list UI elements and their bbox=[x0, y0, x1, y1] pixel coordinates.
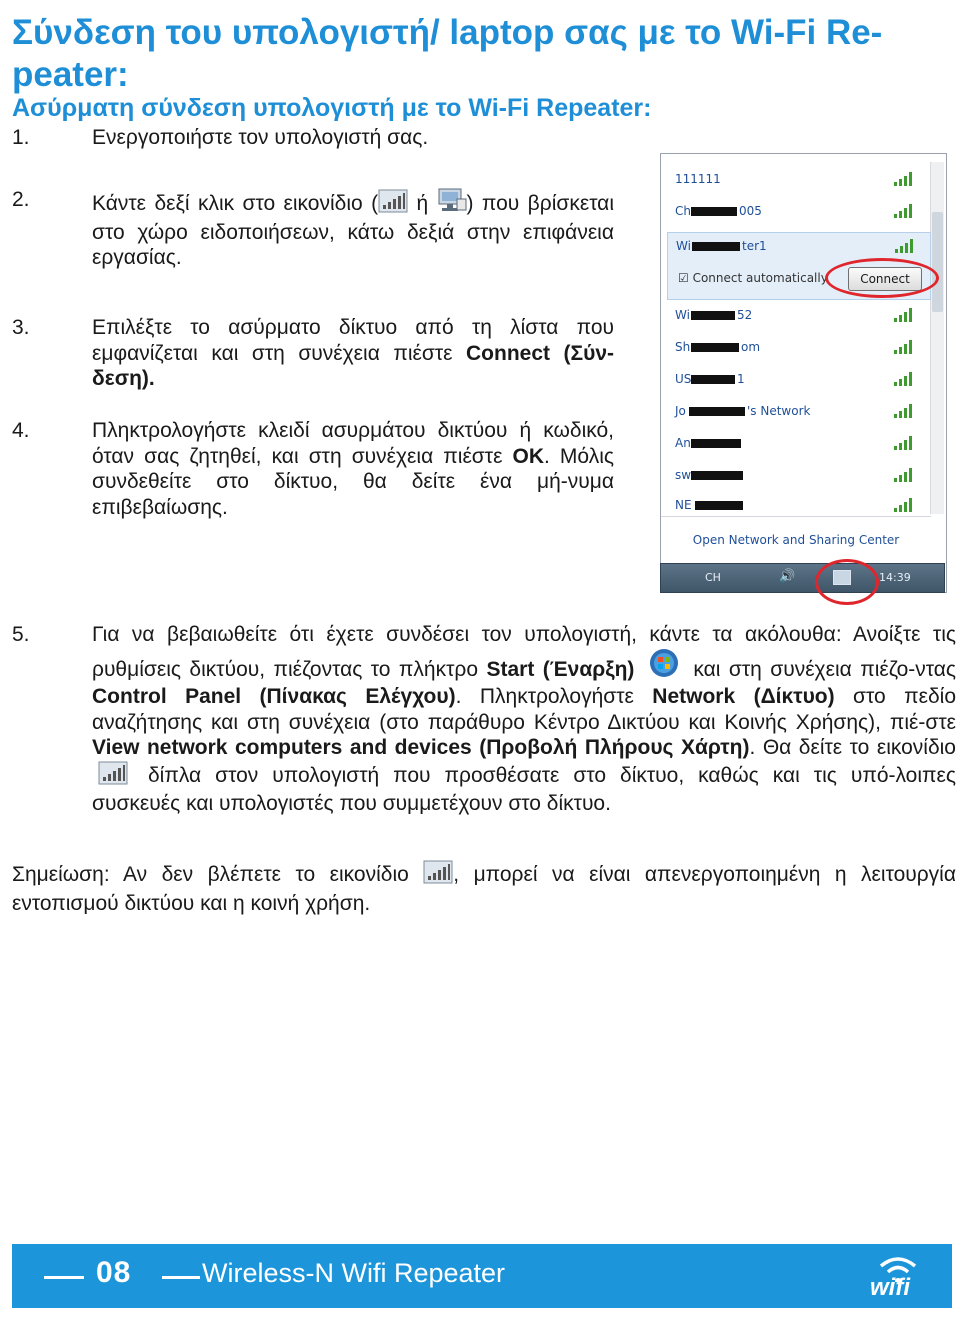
network-name-suffix: 1 bbox=[737, 372, 745, 386]
network-name: Jo bbox=[675, 404, 686, 418]
step-number: 3. bbox=[12, 316, 30, 339]
network-name: NE bbox=[675, 498, 692, 512]
step-text-part: Επιλέξτε το ασύρματο δίκτυο από τη λίστα που εμφανίζεται και στη συνέχεια πιέστε bbox=[92, 316, 614, 365]
connect-automatically-checkbox[interactable]: ☑ Connect automatically bbox=[678, 271, 828, 285]
step-text bbox=[92, 187, 614, 271]
step-text-part: . Πληκτρολογήστε bbox=[455, 685, 653, 708]
step-text-part: και στη συνέχεια πιέζο-ντας bbox=[684, 657, 957, 681]
step-number: 5. bbox=[12, 623, 30, 646]
redaction-bar bbox=[691, 375, 735, 384]
step-5 bbox=[12, 622, 956, 832]
clock: 14:39 bbox=[879, 571, 911, 584]
step-text: Ενεργοποιήστε τον υπολογιστή σας. bbox=[92, 126, 429, 149]
network-name: Wi bbox=[676, 239, 691, 253]
network-name-suffix: ter1 bbox=[742, 239, 767, 253]
network-name: US bbox=[675, 372, 692, 386]
step-text-part: ή bbox=[408, 192, 437, 215]
step-text-bold: OK bbox=[512, 444, 545, 468]
note-text-part: , μπορεί να είναι απενεργοποιημένη η λειτουργία εντοπισμού δικτύου και η κοινή χρήση. bbox=[12, 863, 956, 915]
signal-strength-icon bbox=[893, 433, 915, 454]
scrollbar-thumb[interactable] bbox=[932, 212, 943, 312]
step-text bbox=[92, 418, 614, 520]
highlight-circle bbox=[825, 258, 939, 298]
step-text-bold: Control Panel (Πίνακας Ελέγχου) bbox=[92, 685, 456, 708]
page-number: 08 bbox=[96, 1256, 132, 1289]
step-text-bold: Start (Έναρξη) bbox=[486, 657, 635, 681]
taskbar bbox=[660, 563, 945, 593]
step-text-part: . Μόλις συνδεθείτε στο δίκτυο, θα δείτε ένα μή-νυμα επιβεβαίωσης. bbox=[92, 444, 614, 519]
step-text-bold: View network computers and devices (Προβολή Πλήρους Χάρτη) bbox=[92, 736, 750, 759]
redaction-bar bbox=[692, 242, 740, 251]
footer-dash bbox=[44, 1276, 84, 1279]
step-number: 2. bbox=[12, 188, 30, 211]
step-4 bbox=[12, 418, 614, 523]
network-row[interactable] bbox=[667, 166, 921, 194]
signal-strength-icon bbox=[893, 169, 915, 190]
step-text-part: Για να βεβαιωθείτε ότι έχετε συνδέσει τον υπολογιστή, κάντε τα ακόλουθα: Ανοίξτε τις ρυθμίσεις δικτύου, πιέζοντας το πλήκτρο bbox=[92, 623, 956, 681]
network-name: sw bbox=[675, 468, 692, 482]
network-row[interactable] bbox=[667, 198, 921, 226]
network-row[interactable] bbox=[667, 302, 921, 330]
redaction-bar bbox=[691, 207, 737, 216]
network-row[interactable] bbox=[667, 462, 921, 490]
redaction-bar bbox=[691, 311, 735, 320]
network-device-icon bbox=[423, 860, 453, 891]
step-text-part: δίπλα στον υπολογιστή που προσθέσατε στο δίκτυο, καθώς και τις υπό-λοιπες συσκευές και υπολογιστές που συμμετέχουν στο δίκτυο. bbox=[92, 763, 956, 815]
network-row[interactable] bbox=[667, 334, 921, 362]
tray-highlight-circle bbox=[815, 559, 879, 605]
page-title: Σύνδεση του υπολογιστή/ laptop σας με το Wi-Fi Re-peater: bbox=[12, 13, 883, 94]
network-name: Ch bbox=[675, 204, 691, 218]
network-name: 111111 bbox=[675, 172, 721, 186]
signal-strength-icon bbox=[893, 305, 915, 326]
note-text bbox=[12, 860, 956, 916]
wifi-logo bbox=[868, 1252, 928, 1302]
redaction-bar bbox=[695, 501, 743, 510]
network-name-suffix: 's Network bbox=[747, 404, 811, 418]
redaction-bar bbox=[689, 407, 745, 416]
signal-strength-icon bbox=[893, 201, 915, 222]
section-subtitle: Ασύρματη σύνδεση υπολογιστή με το Wi-Fi Repeater: bbox=[12, 94, 652, 122]
signal-strength-icon bbox=[893, 401, 915, 422]
step-text-part: ) που βρίσκεται στο χώρο ειδοποιήσεων, κάτω δεξιά στην επιφάνεια εργασίας. bbox=[92, 192, 614, 269]
signal-strength-icon bbox=[894, 236, 916, 257]
network-row[interactable] bbox=[667, 398, 921, 426]
network-name: An bbox=[675, 436, 691, 450]
network-name-suffix: 52 bbox=[737, 308, 753, 322]
step-text-part: στο πεδίο αναζήτησης και στη συνέχεια (στο παράθυρο Κέντρο Δικτύου και Κοινής Χρήσης), πιέ-στε bbox=[92, 685, 956, 734]
volume-icon[interactable]: 🔊 bbox=[779, 569, 796, 584]
product-name: Wireless-N Wifi Repeater bbox=[202, 1258, 506, 1288]
redaction-bar bbox=[691, 343, 739, 352]
wireless-network-list bbox=[660, 153, 947, 593]
redaction-bar bbox=[691, 471, 743, 480]
network-name-suffix: om bbox=[741, 340, 761, 354]
note bbox=[12, 860, 956, 916]
step-1 bbox=[12, 125, 612, 151]
note-text-part: Σημείωση: Αν δεν βλέπετε το εικονίδιο bbox=[12, 863, 424, 886]
checkbox-label: Connect automatically bbox=[692, 271, 828, 285]
step-2 bbox=[12, 187, 614, 267]
signal-strength-icon bbox=[893, 465, 915, 486]
windows-start-icon bbox=[649, 648, 679, 685]
step-text-bold: Network (Δίκτυο) bbox=[652, 685, 835, 708]
network-name: Sh bbox=[675, 340, 691, 354]
network-row[interactable] bbox=[667, 366, 921, 394]
network-name-suffix: 005 bbox=[739, 204, 762, 218]
network-row bbox=[668, 233, 922, 261]
footer-dash bbox=[162, 1276, 200, 1279]
wireless-signal-icon bbox=[378, 189, 408, 220]
language-indicator[interactable]: CH bbox=[705, 571, 721, 584]
step-text-part: . Θα δείτε το εικονίδιο bbox=[749, 736, 956, 759]
footer-banner bbox=[12, 1244, 952, 1308]
step-number: 1. bbox=[12, 126, 30, 149]
signal-strength-icon bbox=[893, 369, 915, 390]
network-row[interactable] bbox=[667, 430, 921, 458]
network-name: Wi bbox=[675, 308, 690, 322]
redaction-bar bbox=[691, 439, 741, 448]
network-sharing-center-link[interactable]: Open Network and Sharing Center bbox=[661, 516, 931, 563]
wifi-logo-text: wifi bbox=[870, 1274, 910, 1301]
signal-strength-icon bbox=[893, 495, 915, 516]
wired-network-icon bbox=[437, 187, 467, 220]
step-text-part: Κάντε δεξί κλικ στο εικονίδιο ( bbox=[92, 192, 379, 215]
step-text bbox=[92, 315, 614, 392]
scrollbar[interactable] bbox=[930, 162, 944, 514]
step-text-bold: Connect (Σύν-δεση). bbox=[92, 341, 615, 390]
step-number: 4. bbox=[12, 419, 30, 442]
network-device-icon bbox=[98, 761, 128, 792]
step-3 bbox=[12, 315, 614, 395]
signal-strength-icon bbox=[893, 337, 915, 358]
step-text bbox=[92, 622, 956, 817]
connect-button[interactable]: Connect bbox=[848, 267, 922, 291]
step-text-part: Πληκτρολογήστε κλειδί ασυρμάτου δικτύου ή κωδικό, όταν σας ζητηθεί, και στη συνέχεια πιέστε bbox=[92, 419, 614, 468]
